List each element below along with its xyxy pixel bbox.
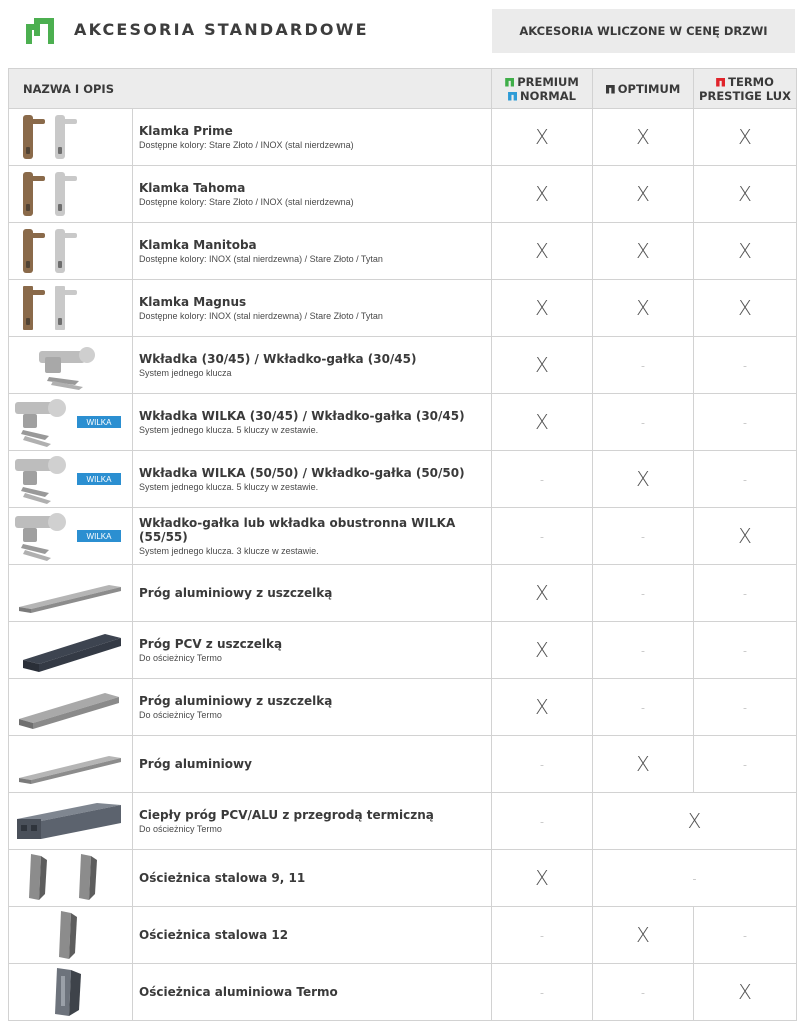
availability-mark: X — [492, 166, 593, 223]
availability-mark: - — [593, 850, 797, 907]
product-description: System jednego klucza. 5 kluczy w zestawie. — [139, 482, 319, 492]
availability-mark: X — [593, 736, 694, 793]
header-name: NAZWA I OPIS — [9, 69, 492, 109]
availability-mark: X — [492, 223, 593, 280]
availability-mark: - — [694, 907, 797, 964]
availability-mark: - — [694, 736, 797, 793]
availability-mark: - — [492, 451, 593, 508]
product-name-cell — [133, 736, 492, 793]
table-row — [9, 508, 797, 565]
product-image-cell — [9, 109, 133, 166]
availability-mark: - — [492, 736, 593, 793]
product-description: Dostępne kolory: INOX (stal nierdzewna) / Stare Złoto / Tytan — [139, 311, 383, 321]
header-termo: TERMO — [728, 74, 774, 89]
availability-mark: - — [593, 337, 694, 394]
info-box: AKCESORIA WLICZONE W CENĘ DRZWI — [492, 9, 795, 53]
product-image-cell — [9, 166, 133, 223]
product-name-cell — [133, 280, 492, 337]
product-name-cell — [133, 964, 492, 1021]
table-row — [9, 109, 797, 166]
availability-mark: X — [593, 223, 694, 280]
table-header-row — [9, 69, 797, 109]
optimum-icon — [606, 85, 615, 94]
availability-mark: - — [694, 337, 797, 394]
product-image-frame-steel — [9, 907, 133, 963]
availability-mark: - — [593, 622, 694, 679]
availability-mark: X — [593, 451, 694, 508]
product-image-cell — [9, 337, 133, 394]
product-image-handle-pair — [9, 166, 133, 222]
header-termo-prestige — [694, 69, 797, 109]
availability-mark: X — [492, 109, 593, 166]
availability-mark: - — [492, 508, 593, 565]
table-row — [9, 394, 797, 451]
availability-mark: X — [694, 109, 797, 166]
product-image-cell — [9, 280, 133, 337]
product-image-wilka-cylinder — [9, 394, 133, 450]
availability-mark: X — [593, 280, 694, 337]
wilka-logo-text: WILKA — [86, 475, 112, 484]
header-prestige: PRESTIGE LUX — [699, 88, 791, 103]
product-image-cell — [9, 622, 133, 679]
table-row — [9, 850, 797, 907]
availability-mark: X — [492, 850, 593, 907]
product-name: Klamka Magnus — [139, 295, 247, 309]
table-row — [9, 907, 797, 964]
product-image-cell — [9, 565, 133, 622]
page-title: AKCESORIA STANDARDOWE — [74, 20, 369, 39]
product-description: System jednego klucza. 3 klucze w zestawie. — [139, 546, 319, 556]
product-image-cell — [9, 964, 133, 1021]
product-name-cell — [133, 793, 492, 850]
table-row — [9, 451, 797, 508]
brand-logo-icon — [24, 14, 56, 46]
availability-mark: X — [694, 964, 797, 1021]
product-image-cell — [9, 736, 133, 793]
availability-mark: - — [694, 622, 797, 679]
product-image-threshold-pcv — [9, 622, 133, 678]
product-description: Do ościeżnicy Termo — [139, 824, 222, 834]
table-row — [9, 793, 797, 850]
product-name: Klamka Tahoma — [139, 181, 246, 195]
product-image-handle-pair — [9, 223, 133, 279]
availability-mark: - — [694, 679, 797, 736]
availability-mark: X — [492, 280, 593, 337]
product-image-cell — [9, 508, 133, 565]
product-description: System jednego klucza — [139, 368, 232, 378]
product-image-wilka-cylinder — [9, 508, 133, 564]
header-normal: NORMAL — [520, 88, 576, 103]
product-name: Wkładko-gałka lub wkładka obustronna WILKA (55/55) — [139, 516, 456, 544]
availability-mark: X — [593, 793, 797, 850]
product-name: Ościeżnica stalowa 9, 11 — [139, 871, 306, 885]
product-image-wilka-cylinder — [9, 451, 133, 507]
header-premium: PREMIUM — [517, 74, 579, 89]
product-name-cell — [133, 850, 492, 907]
header-optimum — [593, 69, 694, 109]
product-description: Do ościeżnicy Termo — [139, 653, 222, 663]
product-name-cell — [133, 166, 492, 223]
product-image-frame-steel-pair — [9, 850, 133, 906]
product-name: Klamka Manitoba — [139, 238, 257, 252]
table-row — [9, 166, 797, 223]
availability-mark: - — [593, 508, 694, 565]
availability-mark: X — [492, 622, 593, 679]
availability-mark: X — [593, 109, 694, 166]
top-header — [0, 0, 800, 62]
product-description: Dostępne kolory: Stare Złoto / INOX (stal nierdzewna) — [139, 140, 354, 150]
product-name-cell — [133, 679, 492, 736]
product-name: Próg aluminiowy z uszczelką — [139, 694, 333, 708]
termo-icon — [716, 78, 725, 87]
availability-mark: - — [492, 964, 593, 1021]
availability-mark: - — [593, 679, 694, 736]
availability-mark: - — [694, 565, 797, 622]
availability-mark: - — [492, 907, 593, 964]
table-row — [9, 964, 797, 1021]
availability-mark: X — [694, 280, 797, 337]
wilka-logo-text: WILKA — [86, 532, 112, 541]
product-image-cell — [9, 679, 133, 736]
accessories-table — [8, 68, 797, 1021]
product-name-cell — [133, 622, 492, 679]
product-name: Próg aluminiowy — [139, 757, 252, 771]
product-name: Klamka Prime — [139, 124, 233, 138]
product-image-cell — [9, 907, 133, 964]
availability-mark: - — [593, 394, 694, 451]
product-name: Wkładka WILKA (30/45) / Wkładko-gałka (30/45) — [139, 409, 465, 423]
table-row — [9, 679, 797, 736]
product-name-cell — [133, 508, 492, 565]
table-row — [9, 622, 797, 679]
product-description: Do ościeżnicy Termo — [139, 710, 222, 720]
product-image-threshold-alu3 — [9, 736, 133, 792]
availability-mark: X — [593, 166, 694, 223]
availability-mark: - — [694, 451, 797, 508]
header-optimum-label: OPTIMUM — [617, 81, 681, 96]
product-image-threshold-alu — [9, 565, 133, 621]
product-name: Wkładka WILKA (50/50) / Wkładko-gałka (50/50) — [139, 466, 465, 480]
product-name: Ciepły próg PCV/ALU z przegrodą termiczną — [139, 808, 434, 822]
header-premium-normal — [492, 69, 593, 109]
product-name: Próg aluminiowy z uszczelką — [139, 586, 333, 600]
availability-mark: - — [694, 394, 797, 451]
availability-mark: X — [492, 394, 593, 451]
availability-mark: - — [492, 793, 593, 850]
product-name: Ościeżnica stalowa 12 — [139, 928, 289, 942]
table-row — [9, 736, 797, 793]
product-name-cell — [133, 394, 492, 451]
product-image-cell — [9, 394, 133, 451]
table-row — [9, 565, 797, 622]
availability-mark: - — [593, 565, 694, 622]
product-description: Dostępne kolory: INOX (stal nierdzewna) / Stare Złoto / Tytan — [139, 254, 383, 264]
product-name: Próg PCV z uszczelką — [139, 637, 283, 651]
product-description: System jednego klucza. 5 kluczy w zestawie. — [139, 425, 319, 435]
product-image-cylinder — [9, 337, 133, 393]
table-row — [9, 337, 797, 394]
product-name: Ościeżnica aluminiowa Termo — [139, 985, 338, 999]
wilka-logo-text: WILKA — [86, 418, 112, 427]
product-image-cell — [9, 223, 133, 280]
product-image-threshold-alu2 — [9, 679, 133, 735]
availability-mark: X — [593, 907, 694, 964]
product-image-cell — [9, 850, 133, 907]
availability-mark: X — [492, 679, 593, 736]
normal-icon — [508, 92, 517, 101]
product-image-threshold-warm — [9, 793, 133, 849]
product-name-cell — [133, 337, 492, 394]
product-image-cell — [9, 451, 133, 508]
product-image-frame-alu — [9, 964, 133, 1020]
product-description: Dostępne kolory: Stare Złoto / INOX (stal nierdzewna) — [139, 197, 354, 207]
table-row — [9, 223, 797, 280]
product-name-cell — [133, 451, 492, 508]
product-name-cell — [133, 565, 492, 622]
availability-mark: X — [694, 508, 797, 565]
product-image-handle-pair-square — [9, 280, 133, 336]
premium-icon — [505, 78, 514, 87]
availability-mark: X — [492, 337, 593, 394]
table-row — [9, 280, 797, 337]
availability-mark: X — [492, 565, 593, 622]
availability-mark: X — [694, 223, 797, 280]
product-name-cell — [133, 223, 492, 280]
product-image-handle-pair — [9, 109, 133, 165]
product-name-cell — [133, 109, 492, 166]
product-name-cell — [133, 907, 492, 964]
availability-mark: X — [694, 166, 797, 223]
availability-mark: - — [593, 964, 694, 1021]
product-image-cell — [9, 793, 133, 850]
product-name: Wkładka (30/45) / Wkładko-gałka (30/45) — [139, 352, 417, 366]
